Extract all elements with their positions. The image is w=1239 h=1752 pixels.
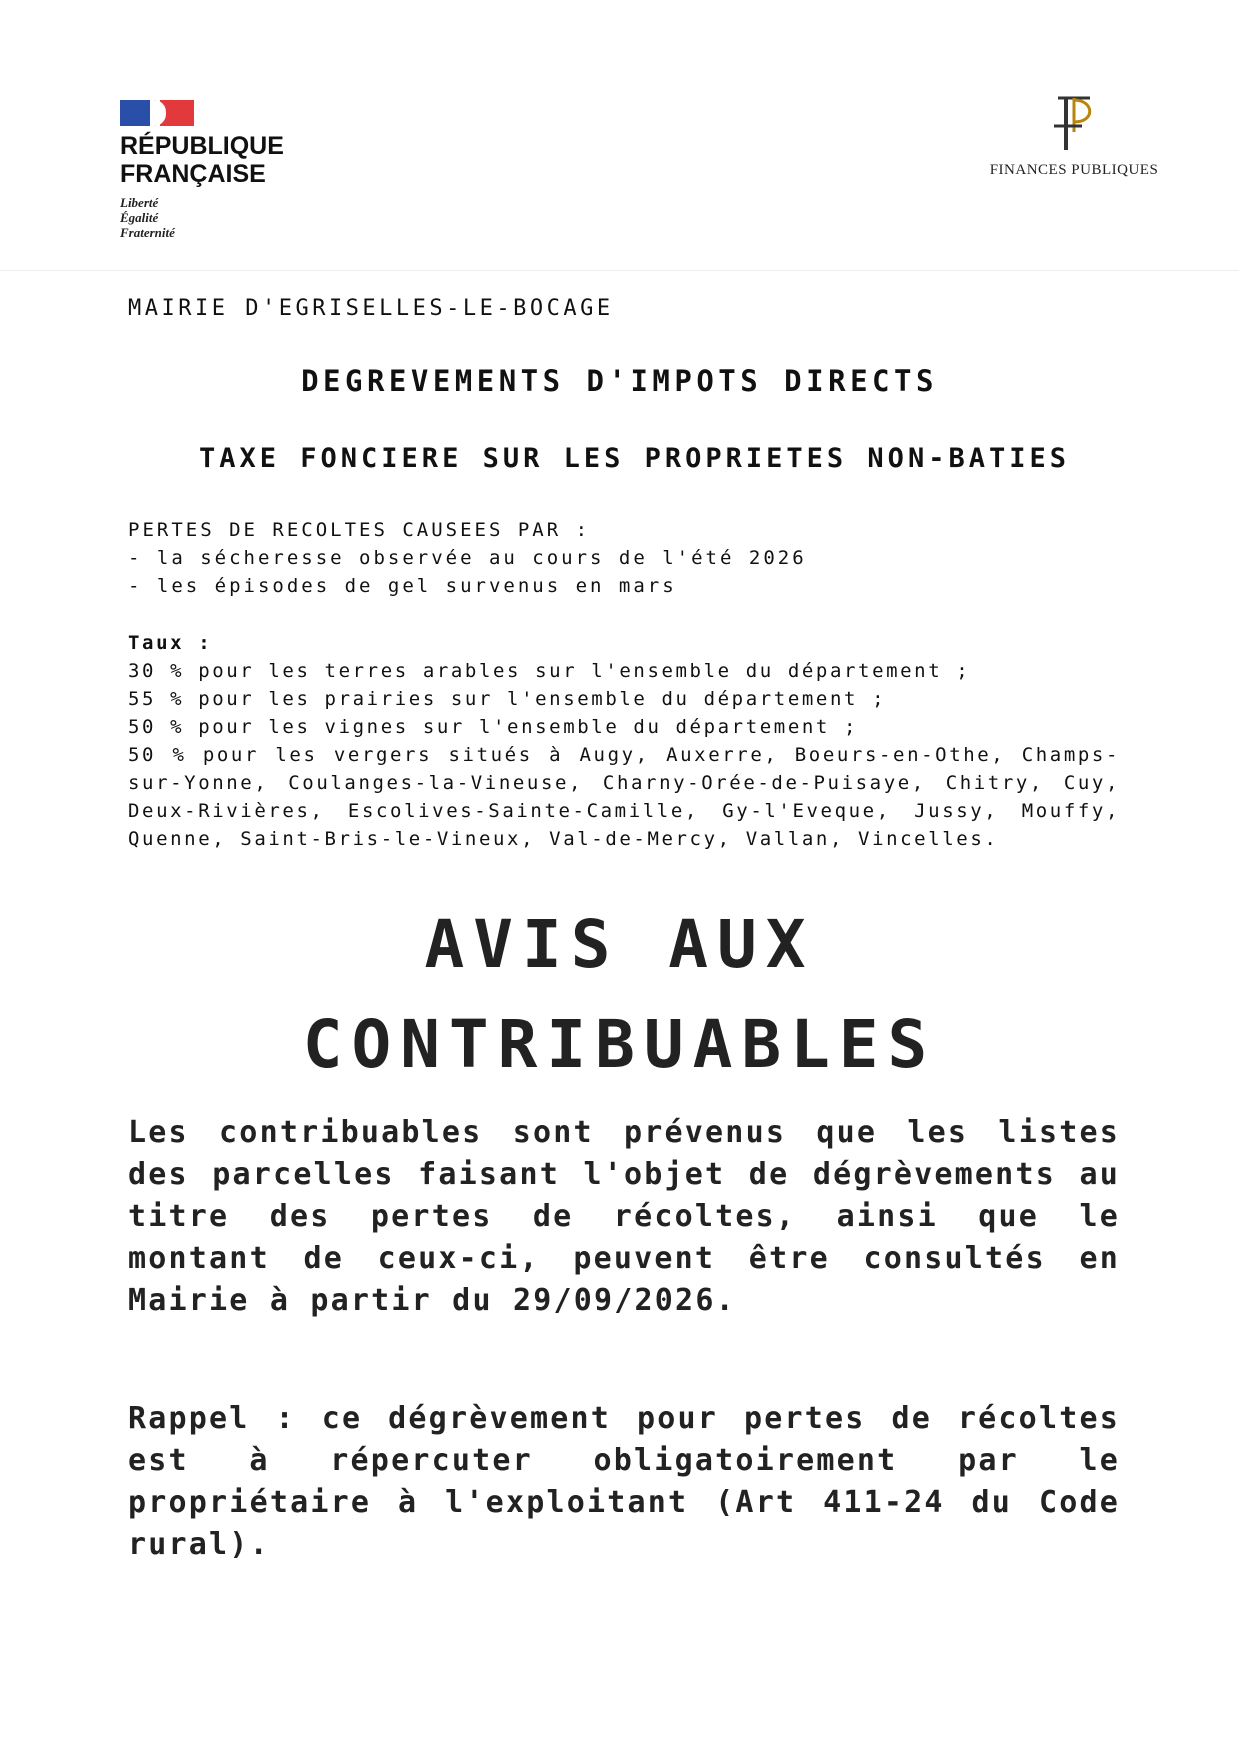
republique-line2: FRANÇAISE (120, 160, 266, 188)
taux-section (128, 629, 1120, 853)
rappel-paragraph: Rappel : ce dégrèvement pour pertes de récoltes est à répercuter obligatoirement par le propriétaire à l'exploitant (Art 411-24 du Code rural). (128, 1401, 1120, 1562)
avis-line1: AVIS AUX (424, 906, 815, 983)
republique-line1: RÉPUBLIQUE (120, 132, 284, 160)
taux-line-vergers: 50 % pour les vergers situés à Augy, Auxerre, Boeurs-en-Othe, Champs-sur-Yonne, Coulanges-la-Vineuse, Charny-Orée-de-Puisaye, Chitry, Cuy, Deux-Rivières, Escolives-Sainte-Camille, Gy-l'Eveque, Jussy, Mouffy, Quenne, Saint-Bris-le-Vineux, Val-de-Mercy, Vallan, Vincelles. (128, 744, 1120, 850)
pertes-section (128, 516, 1128, 600)
finances-publiques-logo (969, 92, 1179, 179)
document-title: DEGREVEMENTS D'IMPOTS DIRECTS (301, 364, 938, 398)
taux-label: Taux : (128, 632, 213, 654)
avis-heading (0, 895, 1239, 1095)
taux-line-vignes: 50 % pour les vignes sur l'ensemble du département ; (128, 716, 859, 738)
finances-publiques-label: FINANCES PUBLIQUES (989, 162, 1159, 178)
republic-motto (120, 195, 360, 240)
notice-paragraph: Les contribuables sont prévenus que les listes des parcelles faisant l'objet de dégrèvements au titre des pertes de récoltes, ainsi que le montant de ceux-ci, peuvent être consultés en Mairie à partir du 29/09/2026. (128, 1115, 1120, 1318)
pertes-item: - la sécheresse observée au cours de l'été 2026 (128, 547, 807, 569)
pertes-item: - les épisodes de gel survenus en mars (128, 575, 677, 597)
motto-fraternite: Fraternité (120, 225, 175, 240)
finances-publiques-emblem-icon (1044, 92, 1104, 156)
motto-liberte: Liberté (120, 195, 159, 210)
document-subtitle: TAXE FONCIERE SUR LES PROPRIETES NON-BATIES (199, 443, 1070, 474)
republique-francaise-logo (120, 100, 360, 240)
mairie-name: MAIRIE D'EGRISELLES-LE-BOCAGE (128, 296, 614, 321)
motto-egalite: Égalité (120, 210, 159, 225)
avis-line2: CONTRIBUABLES (302, 1006, 937, 1083)
pertes-heading: PERTES DE RECOLTES CAUSEES PAR : (128, 519, 591, 541)
header-divider (0, 270, 1239, 271)
french-flag-icon (120, 100, 194, 126)
taux-line-prairies: 55 % pour les prairies sur l'ensemble du département ; (128, 688, 887, 710)
taux-line-terres: 30 % pour les terres arables sur l'ensemble du département ; (128, 660, 971, 682)
